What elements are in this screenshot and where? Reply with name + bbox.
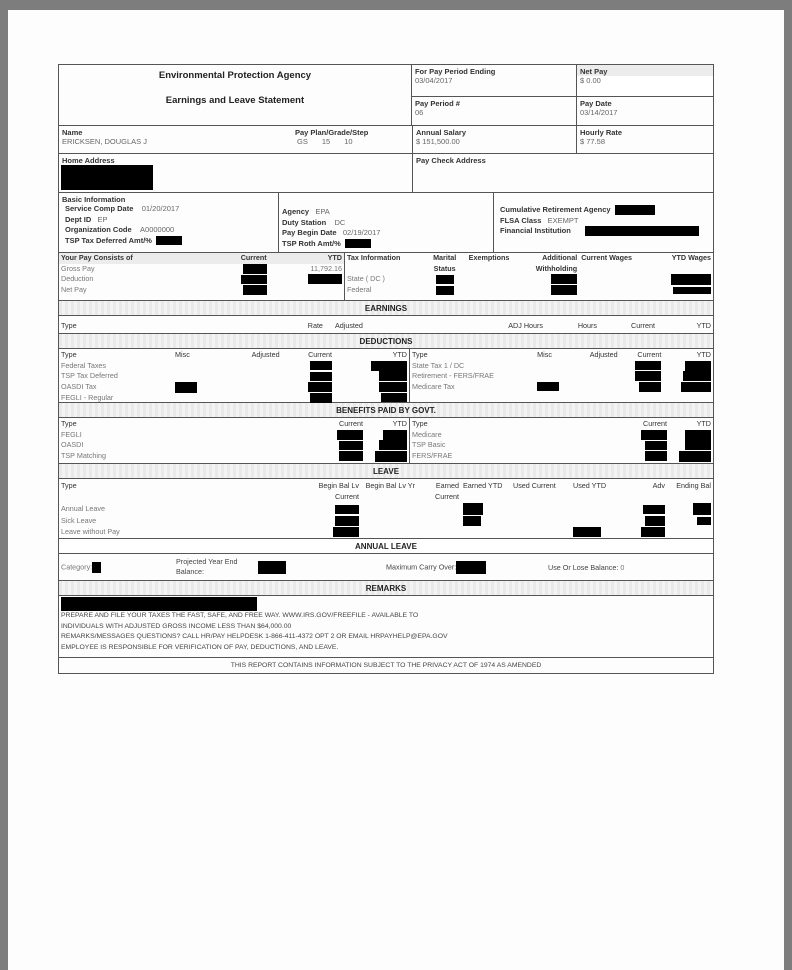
pay-period-number-label: Pay Period # — [414, 99, 460, 108]
redacted-value — [673, 287, 711, 294]
table-row — [59, 264, 344, 275]
redacted-value — [645, 516, 665, 526]
org-code: A0000000 — [140, 225, 175, 234]
table-row — [410, 361, 713, 372]
benefits-right-table — [410, 419, 713, 462]
col-earned-current: Earned Current — [435, 481, 459, 501]
earnings-section-header: EARNINGS — [59, 301, 713, 316]
col-begin-bal-yr: Begin Bal Lv Yr — [365, 481, 415, 490]
redacted-value — [381, 393, 407, 402]
flsa-class-label: FLSA Class — [500, 215, 542, 225]
annual-leave-section-header: ANNUAL LEAVE — [59, 539, 713, 554]
tax-info-table — [345, 253, 713, 296]
use-or-lose-balance: 0 — [620, 562, 625, 572]
redacted-value — [335, 516, 359, 526]
redacted-value — [679, 451, 711, 462]
redacted-tsp-deferred — [156, 236, 182, 245]
redacted-value — [463, 516, 481, 526]
redacted-value — [643, 505, 665, 514]
redacted-value — [379, 440, 407, 450]
employee-name: ERICKSEN, DOUGLAS J — [62, 137, 148, 146]
redacted-value — [310, 361, 332, 370]
marital-status-header: Marital Status — [433, 253, 457, 273]
table-row — [59, 274, 344, 285]
home-address-label: Home Address — [62, 156, 115, 165]
hourly-rate: $ 77.58 — [580, 137, 606, 146]
exemptions-header: Exemptions — [468, 253, 510, 262]
basic-info-title: Basic Information — [62, 195, 126, 204]
redacted-value — [697, 517, 711, 525]
col-current: Current — [339, 419, 363, 428]
leave-type: Leave without Pay — [61, 527, 120, 537]
additional-withholding-header: Additional Withholding — [535, 253, 578, 273]
redacted-value — [635, 371, 661, 381]
deduction-type: TSP Tax Deferred — [61, 371, 118, 380]
deduction-label: Deduction — [61, 274, 94, 283]
pay-summary-table — [59, 253, 344, 295]
tsp-roth-label: TSP Roth Amt/% — [282, 238, 341, 248]
col-adjusted: Adjusted — [589, 350, 618, 359]
pay-begin-date-label: Pay Begin Date — [282, 228, 337, 237]
table-row — [59, 361, 409, 372]
pay-check-address-label: Pay Check Address — [416, 156, 486, 165]
col-used-current: Used Current — [513, 481, 556, 490]
dept-id-label: Dept ID — [65, 214, 92, 224]
redacted-value — [308, 274, 342, 284]
gross-pay-ytd: 11,792.16 — [310, 263, 342, 273]
redacted-value — [243, 264, 267, 274]
max-carry-over-label: Maximum Carry Over: — [386, 561, 457, 571]
earnings-table — [59, 319, 713, 333]
col-ytd: YTD — [392, 419, 407, 428]
deduction-type: Medicare Tax — [412, 381, 455, 391]
statement-title: Earnings and Leave Statement — [165, 95, 305, 106]
redacted-value — [693, 503, 711, 515]
redacted-remark — [61, 597, 257, 611]
col-misc: Misc — [175, 350, 190, 359]
pay-period-number: 06 — [414, 108, 424, 117]
redacted-value — [436, 286, 454, 295]
remarks-section-header: REMARKS — [59, 581, 713, 596]
annual-salary: $ 151,500.00 — [416, 137, 460, 146]
col-ytd: YTD — [696, 350, 711, 359]
redacted-max-carry-over — [456, 561, 486, 574]
table-row — [59, 503, 713, 516]
col-type: Type — [61, 320, 77, 330]
duty-station: DC — [334, 217, 346, 227]
redacted-value — [310, 372, 332, 381]
redacted-value — [375, 451, 407, 462]
col-type: Type — [412, 419, 428, 428]
col-begin-bal-current: Begin Bal Lv Current — [318, 481, 359, 501]
redacted-value — [333, 527, 359, 537]
table-row — [59, 393, 409, 404]
deductions-section-header: DEDUCTIONS — [59, 334, 713, 349]
pay-plan: GS — [297, 137, 308, 146]
redacted-value — [379, 382, 407, 392]
redacted-value — [573, 527, 601, 537]
col-current: Current — [631, 320, 655, 330]
deduction-type: Retirement - FERS/FRAE — [412, 371, 494, 380]
state-tax-label: State ( DC ) — [347, 274, 385, 284]
col-earned-ytd: Earned YTD — [463, 481, 503, 490]
redacted-category — [92, 562, 101, 573]
net-pay: $ 0.00 — [579, 76, 601, 85]
agency-value: EPA — [315, 207, 330, 216]
leave-table — [59, 481, 713, 538]
table-row — [59, 527, 713, 538]
redacted-value — [635, 361, 661, 370]
deductions-left-table — [59, 350, 409, 403]
redacted-value — [685, 430, 711, 440]
redacted-value — [683, 371, 711, 381]
col-ytd: YTD — [696, 419, 711, 428]
col-adjusted: Adjusted — [334, 320, 363, 330]
redacted-value — [339, 451, 363, 461]
remark-line: EMPLOYEE IS RESPONSIBLE FOR VERIFICATION OF PAY, DEDUCTIONS, AND LEAVE. — [61, 643, 339, 651]
net-pay-row-label: Net Pay — [61, 284, 87, 294]
redacted-value — [379, 371, 407, 381]
redacted-value — [551, 285, 577, 295]
service-comp-date-label: Service Comp Date — [65, 204, 134, 213]
leave-type: Sick Leave — [61, 516, 97, 526]
current-wages-header: Current Wages — [581, 253, 633, 262]
pay-period-ending: 03/04/2017 — [414, 76, 453, 85]
redacted-value — [537, 382, 559, 391]
col-adv: Adv — [652, 481, 665, 490]
col-ytd: YTD — [392, 350, 407, 359]
leave-section-header: LEAVE — [59, 464, 713, 479]
col-adj-hours: ADJ Hours — [508, 320, 543, 330]
tax-info-title: Tax Information — [347, 253, 401, 262]
col-misc: Misc — [537, 350, 552, 359]
col-type: Type — [61, 350, 77, 359]
redacted-value — [335, 505, 359, 514]
redacted-value — [310, 393, 332, 403]
redacted-retirement-agency — [615, 205, 655, 215]
table-row — [410, 451, 713, 462]
table-row — [345, 274, 713, 285]
pay-date-label: Pay Date — [579, 99, 612, 108]
col-hours: Hours — [577, 320, 597, 330]
category-label: Category: — [61, 561, 93, 571]
table-row — [410, 430, 713, 441]
benefit-type: FERS/FRAE — [412, 450, 453, 460]
redacted-value — [463, 503, 483, 515]
earnings-leave-statement — [58, 64, 714, 674]
table-row — [59, 440, 409, 451]
grade: 15 — [321, 137, 331, 146]
org-code-label: Organization Code — [65, 225, 132, 234]
document-page — [8, 10, 784, 970]
deduction-type: OASDI Tax — [61, 381, 97, 391]
redacted-value — [641, 430, 667, 440]
tsp-tax-deferred-label: TSP Tax Deferred Amt/% — [65, 235, 152, 245]
duty-station-label: Duty Station — [282, 217, 327, 227]
table-row — [59, 516, 713, 527]
flsa-class: EXEMPT — [547, 215, 579, 225]
deductions-right-table — [410, 350, 713, 403]
redacted-value — [383, 430, 407, 440]
cumulative-retirement-label: Cumulative Retirement Agency — [500, 205, 611, 214]
pay-summary-title: Your Pay Consists of — [61, 253, 133, 262]
redacted-value — [641, 527, 665, 537]
col-current: Current — [643, 419, 667, 428]
col-ending-bal: Ending Bal — [676, 481, 711, 490]
redacted-projected-balance — [258, 561, 286, 574]
benefit-type: TSP Matching — [61, 450, 107, 460]
table-row — [59, 430, 409, 441]
table-row — [59, 382, 409, 393]
pay-date: 03/14/2017 — [579, 108, 618, 117]
table-row — [345, 285, 713, 296]
col-ytd: YTD — [696, 320, 711, 330]
col-type: Type — [61, 481, 77, 490]
hourly-rate-label: Hourly Rate — [580, 128, 623, 137]
deduction-type: State Tax 1 / DC — [412, 360, 465, 370]
table-row — [59, 451, 409, 462]
col-type: Type — [412, 350, 428, 359]
col-type: Type — [61, 419, 77, 428]
ytd-wages-header: YTD Wages — [671, 253, 711, 262]
col-current: Current — [308, 350, 333, 359]
agency-label: Agency — [282, 207, 310, 216]
service-comp-date: 01/20/2017 — [141, 204, 180, 213]
benefits-left-table — [59, 419, 409, 462]
remark-line: INDIVIDUALS WITH ADJUSTED GROSS INCOME LESS THAN $64,000.00 — [61, 622, 292, 630]
redacted-value — [645, 441, 667, 450]
redacted-value — [243, 285, 267, 295]
use-or-lose-label: Use Or Lose Balance: — [548, 562, 619, 572]
benefit-type: FEGLI — [61, 429, 82, 439]
benefit-type: OASDI — [61, 440, 84, 449]
redacted-value — [371, 361, 407, 371]
table-row — [410, 382, 713, 393]
redacted-value — [175, 382, 197, 393]
col-used-ytd: Used YTD — [573, 481, 607, 490]
redacted-value — [639, 382, 661, 392]
table-row — [59, 285, 344, 296]
agency-title: Environmental Protection Agency — [158, 70, 312, 81]
privacy-notice: THIS REPORT CONTAINS INFORMATION SUBJECT TO THE PRIVACY ACT OF 1974 AS AMENDED — [230, 662, 542, 669]
redacted-value — [551, 274, 577, 284]
redacted-value — [241, 275, 267, 284]
benefits-section-header: BENEFITS PAID BY GOVT. — [59, 403, 713, 418]
redacted-financial-institution — [585, 226, 699, 236]
redacted-value — [645, 451, 667, 461]
table-row — [410, 440, 713, 451]
leave-type: Annual Leave — [61, 504, 105, 514]
dept-id: EP — [97, 214, 108, 224]
redacted-value — [339, 441, 363, 450]
federal-tax-label: Federal — [347, 285, 372, 294]
col-current: Current — [637, 350, 662, 359]
net-pay-label: Net Pay — [579, 67, 608, 76]
redacted-value — [681, 382, 711, 392]
redacted-value — [685, 440, 711, 450]
redacted-value — [671, 274, 711, 285]
pay-period-ending-label: For Pay Period Ending — [414, 67, 496, 76]
financial-institution-label: Financial Institution — [500, 226, 571, 235]
table-row — [59, 371, 409, 382]
current-header: Current — [240, 253, 267, 262]
pay-begin-date: 02/19/2017 — [342, 228, 381, 237]
annual-salary-label: Annual Salary — [416, 128, 467, 137]
deduction-type: Federal Taxes — [61, 360, 107, 370]
redacted-value — [308, 382, 332, 392]
redacted-value — [685, 361, 711, 371]
col-adjusted: Adjusted — [251, 350, 280, 359]
remark-line: REMARKS/MESSAGES QUESTIONS? CALL HR/PAY HELPDESK 1-866-411-4372 OPT 2 OR EMAIL HRPAYHELP@EPA.GOV — [61, 633, 448, 641]
gross-pay-label: Gross Pay — [61, 263, 95, 273]
table-row — [410, 371, 713, 382]
step: 10 — [344, 137, 353, 146]
projected-balance-label: Projected Year End Balance: — [176, 557, 238, 576]
deduction-type: FEGLI - Regular — [61, 392, 114, 402]
name-label: Name — [62, 128, 83, 137]
remark-line: PREPARE AND FILE YOUR TAXES THE FAST, SAFE, AND FREE WAY. WWW.IRS.GOV/FREEFILE - AVAILABLE TO — [61, 612, 419, 619]
benefit-type: Medicare — [412, 429, 442, 439]
benefit-type: TSP Basic — [412, 440, 446, 449]
pay-plan-label: Pay Plan/Grade/Step — [295, 128, 369, 137]
ytd-header: YTD — [327, 253, 342, 262]
redacted-value — [436, 275, 454, 284]
redacted-home-address — [61, 165, 153, 190]
redacted-tsp-roth — [345, 239, 371, 248]
redacted-value — [337, 430, 363, 440]
col-rate: Rate — [307, 320, 323, 330]
